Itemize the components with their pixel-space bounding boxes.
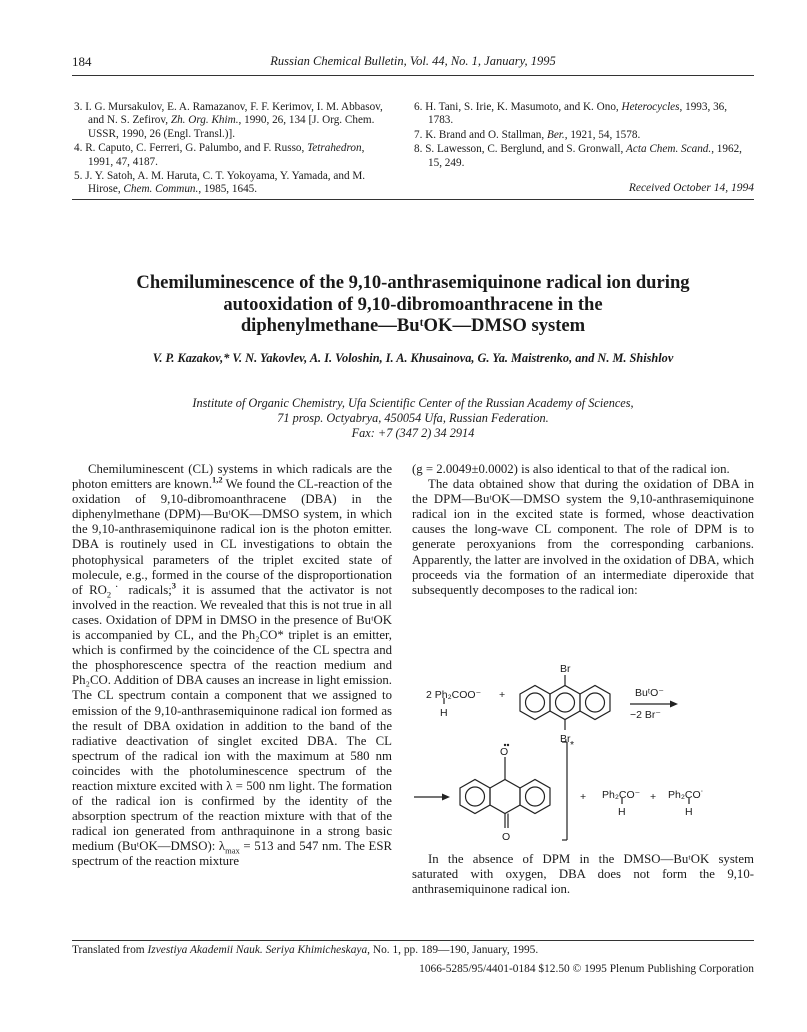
references-right xyxy=(414,101,754,171)
translation-note: Translated from Izvestiya Akademii Nauk. Seriya Khimicheskaya, No. 1, pp. 189—190, January, 1995. xyxy=(72,944,539,956)
paragraph: The data obtained show that during the oxidation of DBA in the DPM—BuᵗOK—DMSO system the 9,10-anthrasemiquinone radical ion in the excited state is formed, whose deactivation causes the long-wave CL component. The role of DPM is to generate peroxyanions from the corresponding carbanions. Apparently, the latter are involved in the oxidation of DBA, which proceeds via the formation of an intermediate diperoxide that subsequently decomposes to the radical ion: xyxy=(412,477,754,597)
plus-sign: + xyxy=(650,791,657,803)
author-list: V. P. Kazakov,* V. N. Yakovlev, A. I. Voloshin, I. A. Khusainova, G. Ya. Maistrenko, and N. M. Shishlov xyxy=(152,351,674,365)
paragraph: (g = 2.0049±0.0002) is also identical to that of the radical ion. xyxy=(412,462,730,476)
page-header xyxy=(72,54,754,72)
bromine-bottom: Br xyxy=(560,733,571,745)
reagent-below-arrow: −2 Br⁻ xyxy=(630,709,661,721)
reactant-hydrogen: H xyxy=(440,707,448,719)
reference-item: 4. R. Caputo, C. Ferreri, G. Palumbo, and F. Russo, Tetrahedron, 1991, 47, 4187. xyxy=(74,142,365,168)
copyright-line: 1066-5285/95/4401-0184 $12.50 © 1995 Plenum Publishing Corporation xyxy=(419,963,754,975)
excited-star: * xyxy=(570,739,575,751)
product-carbanion: Ph₂CO⁻ xyxy=(602,789,641,801)
product-hydrogen: H xyxy=(618,806,626,818)
bromine-top: Br xyxy=(560,663,571,675)
references-left xyxy=(74,101,392,198)
body-left-column xyxy=(72,462,392,870)
reaction-scheme xyxy=(412,660,756,850)
reference-item: 6. H. Tani, S. Irie, K. Masumoto, and K. Ono, Heterocycles, 1993, 36, 1783. xyxy=(414,101,728,127)
reference-item: 8. S. Lawesson, C. Berglund, and S. Gronwall, Acta Chem. Scand., 1962, 15, 249. xyxy=(414,143,742,169)
reference-item: 7. K. Brand and O. Stallman, Ber., 1921, 54, 1578. xyxy=(414,128,641,141)
footer-rule xyxy=(72,940,754,941)
reactant-label: 2 Ph₂COO⁻ xyxy=(426,689,482,701)
received-date: Received October 14, 1994 xyxy=(628,182,754,194)
section-rule xyxy=(72,199,754,200)
paragraph: In the absence of DPM in the DMSO—BuᵗOK system saturated with oxygen, DBA does not form the 9,10-anthrasemiquinone radical ion. xyxy=(412,852,754,897)
product-radical: Ph₂CO˙ xyxy=(668,789,705,801)
journal-title: Russian Chemical Bulletin, Vol. 44, No. 1, January, 1995 xyxy=(270,54,556,68)
reference-item: 5. J. Y. Satoh, A. M. Haruta, C. T. Yokoyama, Y. Yamada, and M. Hirose, Chem. Commun., 1985, 1645. xyxy=(74,170,366,196)
affiliation: Institute of Organic Chemistry, Ufa Scientific Center of the Russian Academy of Sciences, 71 prosp. Octyabrya, 450054 Ufa, Russian Federation. Fax: +7 (347 2) 34 2914 xyxy=(192,396,634,440)
oxygen-bottom: O xyxy=(502,831,511,843)
reagent-above-arrow: BuᵗO⁻ xyxy=(635,687,664,699)
header-rule xyxy=(72,75,754,76)
body-right-column-end xyxy=(412,852,754,897)
page-number: 184 xyxy=(72,54,92,69)
plus-sign: + xyxy=(499,689,506,701)
product-hydrogen: H xyxy=(685,806,693,818)
body-right-column xyxy=(412,462,754,598)
reference-item: 3. I. G. Mursakulov, E. A. Ramazanov, F. F. Kerimov, I. M. Abbasov, and N. S. Zefirov, Zh. Org. Khim., 1990, 26, 134 [J. Org. Chem. USSR, 1990, 26 (Engl. Transl.)]. xyxy=(74,101,383,140)
paragraph: Chemiluminescent (CL) systems in which radicals are the photon emitters are known.$^{1,2}$ We found the CL-reaction of the oxidation of 9,10-dibromoanthracene (DBA) in the diphenylmethane (DPM)—BuᵗOK—DMSO system, in which the 9,10-anthrasemiquinone radical ion is the photon emitter. DBA is routinely used in CL investigations to obtain the photophysical parameters of the triplet excited state of molecule, e.g., formed in the course of the disproportionation of $RO_2˙$ radicals;$^3$ it is assumed that the activator is not involved in the reaction. We revealed that this is not true in all cases. Oxidation of DPM in DMSO in the presence of BuᵗOK is accompanied by CL, and the Ph₂CO* triplet is an emitter, which is confirmed by the coincidence of the CL spectra and the phosphorescence spectra of the reaction medium and Ph₂CO. Addition of DBA causes an increase in light emission. The CL spectrum contain a component that we assigned to emission of the 9,10-anthrasemiquinone radical ion formed as the result of DBA oxidation in addition to the band of the radiative deactivation of singlet excited DBA. The CL spectrum of the radical ion with the maximum at 580 nm coincides with the photoluminescence spectrum of the reaction mixture excited with λ = 500 nm light. The formation of the radical ion is confirmed by the identity of the absorption spectrum of the reaction mixture with that of the radical ion generated from anthraquinone in a strong basic medium (BuᵗOK—DMSO): $\lambda_{max} = 513$ and 547 nm. The ESR spectrum of the reaction mixture xyxy=(72,462,392,869)
article-title: Chemiluminescence of the 9,10-anthrasemiquinone radical ion during autooxidation of 9,10-dibromoanthracene in the diphenylmethane—BuᵗOK—DMSO system xyxy=(136,272,690,336)
oxygen-top: O xyxy=(500,746,509,758)
plus-sign: + xyxy=(580,791,587,803)
